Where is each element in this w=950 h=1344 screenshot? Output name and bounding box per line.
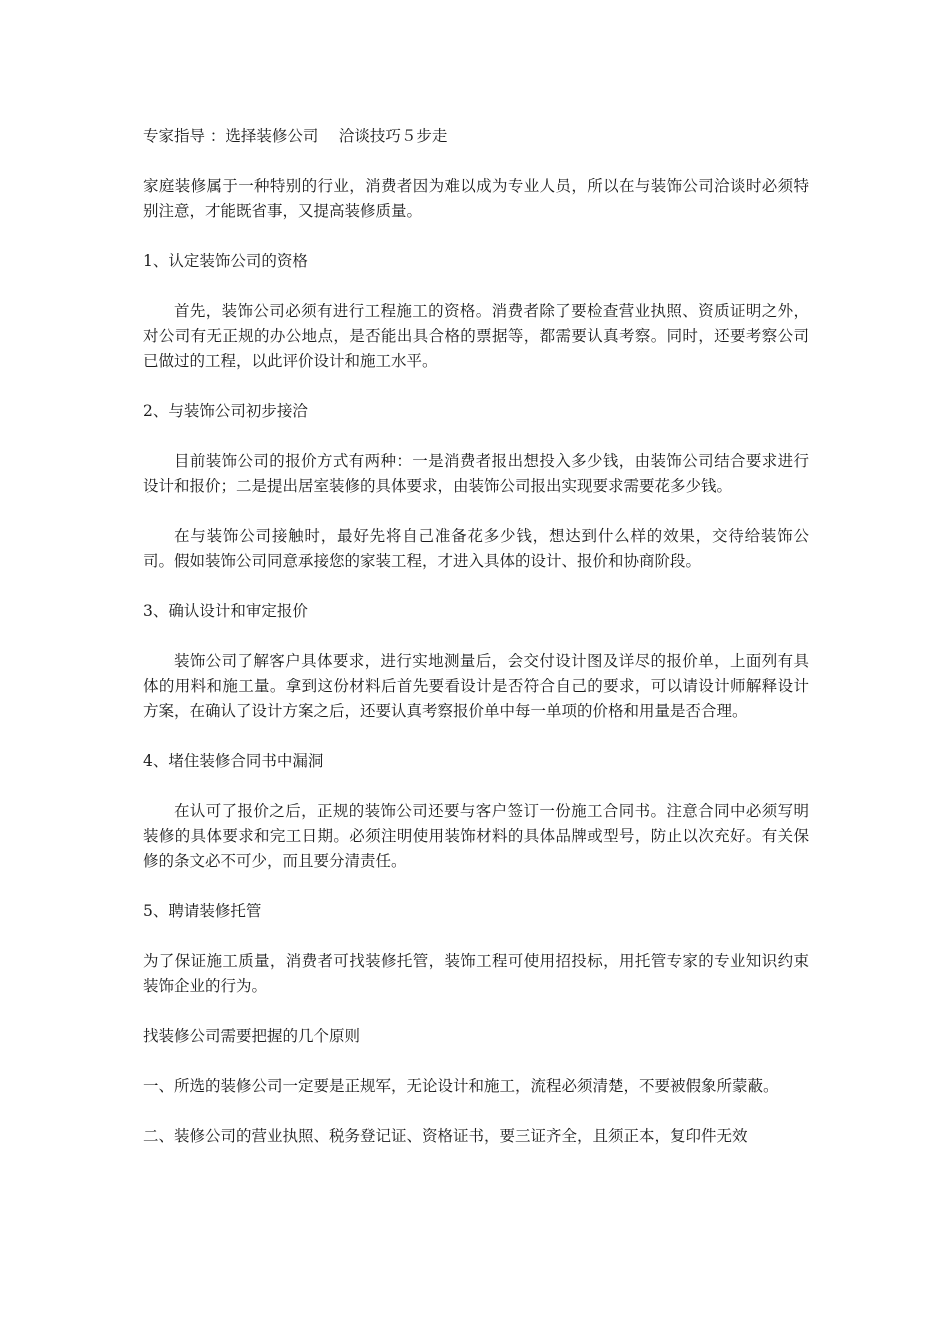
section-2-paragraph-2: 在与装饰公司接触时，最好先将自己准备花多少钱，想达到什么样的效果，交待给装饰公司。假如装饰公司同意承接您的家装工程，才进入具体的设计、报价和协商阶段。 [143,527,809,570]
principle-item-2: 二、装修公司的营业执照、税务登记证、资格证书，要三证齐全，且须正本，复印件无效 [143,1127,748,1145]
document-body [143,124,809,1149]
section-1-heading: 1、认定装饰公司的资格 [143,252,308,270]
section-5-heading: 5、聘请装修托管 [143,902,262,920]
document-title: 专家指导 ：选择装修公司 洽谈技巧５步走 [143,127,448,145]
section-2-heading: 2、与装饰公司初步接洽 [143,402,308,420]
section-1-paragraph: 首先，装饰公司必须有进行工程施工的资格。消费者除了要检查营业执照、资质证明之外，对公司有无正规的办公地点，是否能出具合格的票据等，都需要认真考察。同时，还要考察公司已做过的工程，以此评价设计和施工水平。 [143,302,809,370]
intro-paragraph: 家庭装修属于一种特别的行业，消费者因为难以成为专业人员，所以在与装饰公司洽谈时必须特别注意，才能既省事，又提高装修质量。 [143,177,809,220]
section-4-paragraph: 在认可了报价之后，正规的装饰公司还要与客户签订一份施工合同书。注意合同中必须写明装修的具体要求和完工日期。必须注明使用装饰材料的具体品牌或型号，防止以次充好。有关保修的条文必不可少，而且要分清责任。 [143,802,809,870]
section-3-heading: 3、确认设计和审定报价 [143,602,308,620]
principles-heading: 找装修公司需要把握的几个原则 [143,1027,361,1045]
principle-item-1: 一、所选的装修公司一定要是正规军，无论设计和施工，流程必须清楚，不要被假象所蒙蔽。 [143,1077,779,1095]
section-2-paragraph-1: 目前装饰公司的报价方式有两种：一是消费者报出想投入多少钱，由装饰公司结合要求进行设计和报价；二是提出居室装修的具体要求，由装饰公司报出实现要求需要花多少钱。 [143,452,809,495]
section-5-paragraph: 为了保证施工质量，消费者可找装修托管，装饰工程可使用招投标，用托管专家的专业知识约束装饰企业的行为。 [143,952,809,995]
section-4-heading: 4、堵住装修合同书中漏洞 [143,752,324,770]
section-3-paragraph: 装饰公司了解客户具体要求，进行实地测量后，会交付设计图及详尽的报价单，上面列有具体的用料和施工量。拿到这份材料后首先要看设计是否符合自己的要求，可以请设计师解释设计方案，在确认了设计方案之后，还要认真考察报价单中每一单项的价格和用量是否合理。 [143,652,809,720]
